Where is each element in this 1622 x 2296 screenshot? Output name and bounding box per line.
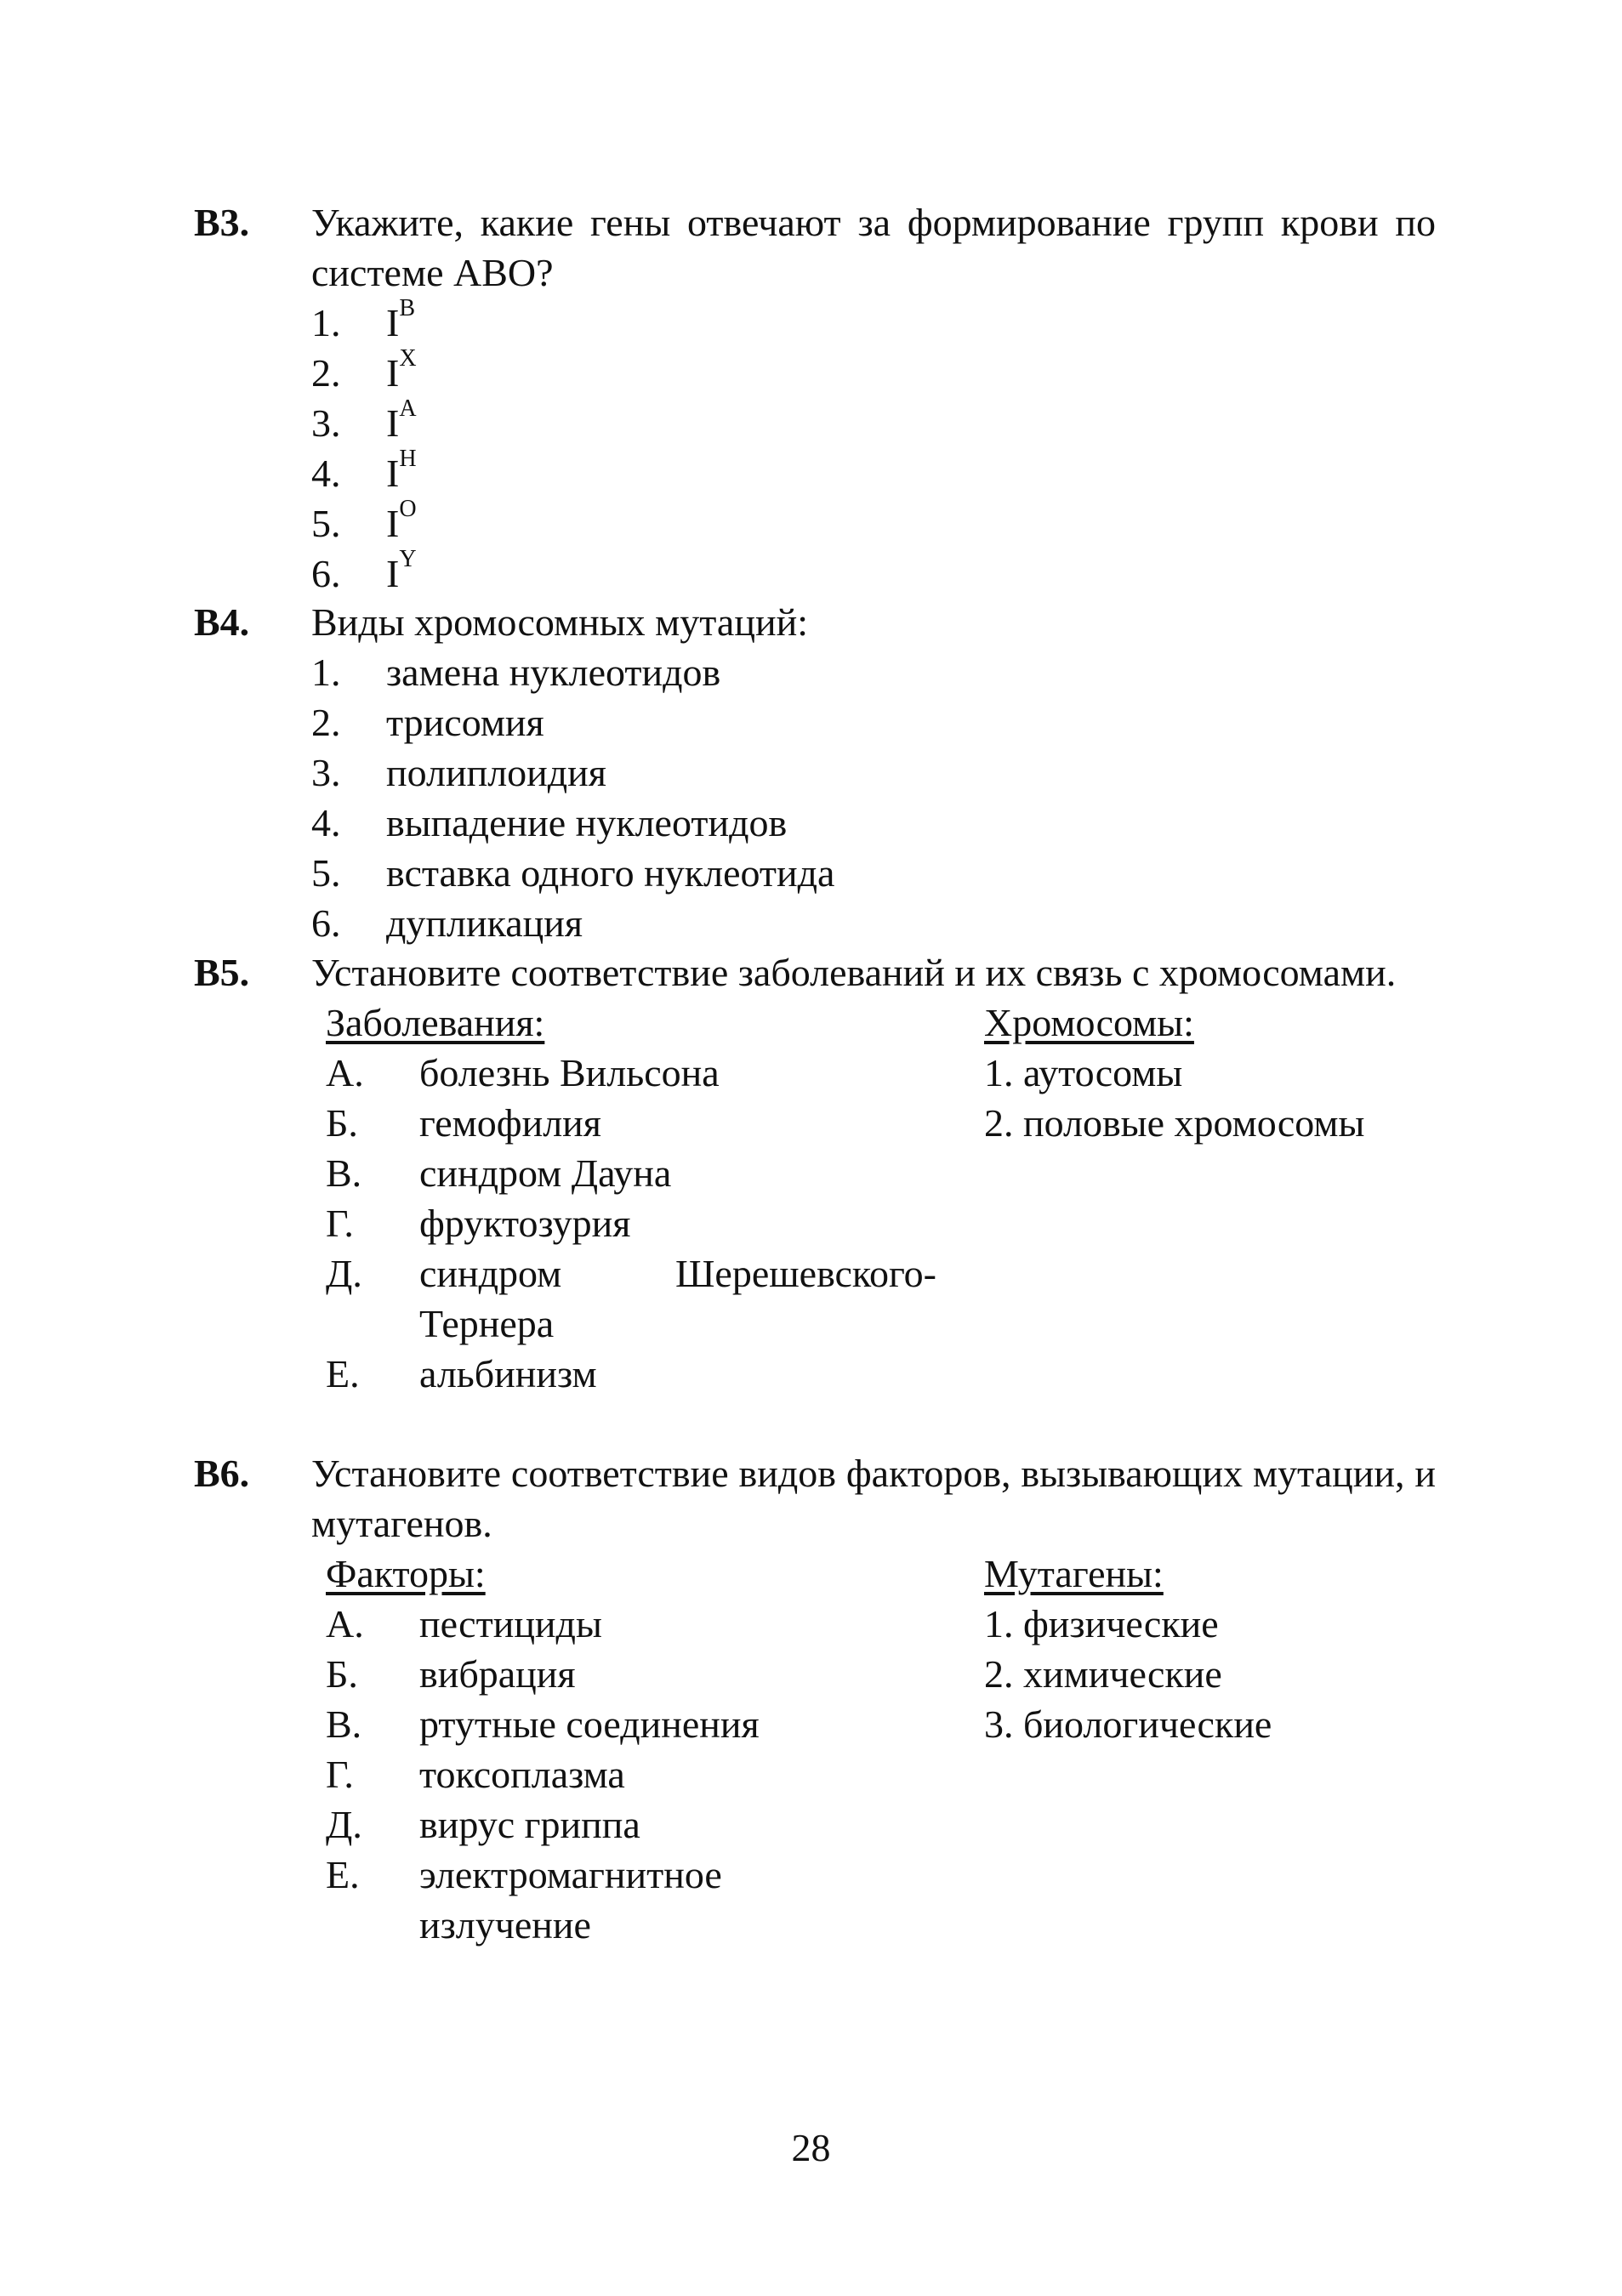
matching-table [326, 997, 1436, 1399]
list-item: 2. половые хромосомы [984, 1101, 1365, 1145]
column-heading: Хромосомы: [984, 1001, 1194, 1044]
list-item [311, 898, 1436, 948]
list-item [326, 1850, 964, 1950]
item-letter: Д. [326, 1252, 362, 1295]
list-item [311, 345, 1436, 398]
item-letter: Г. [326, 1753, 354, 1796]
option-number: 6. [311, 901, 341, 945]
list-item: 3. биологические [984, 1702, 1272, 1746]
diseases-column [326, 997, 964, 1399]
option-number: 3. [311, 751, 341, 794]
option-text: полиплоидия [386, 751, 606, 794]
gene-superscript: O [399, 496, 417, 522]
item-letter: А. [326, 1051, 364, 1094]
option-number: 2. [311, 701, 341, 744]
column-heading: Факторы: [326, 1552, 486, 1595]
item-letter: Е. [326, 1853, 360, 1896]
question-number: B6. [194, 1452, 250, 1495]
list-item [326, 1599, 964, 1649]
option-number: 4. [311, 452, 341, 495]
option-number: 4. [311, 801, 341, 844]
option-number: 5. [311, 502, 341, 545]
list-item: 2. химические [984, 1652, 1222, 1696]
gene-superscript: X [399, 345, 417, 372]
factors-column [326, 1549, 964, 1950]
list-item [326, 1198, 964, 1248]
gene-symbol: $I^O$ [386, 496, 417, 545]
gene-symbol: $I^Y$ [386, 546, 417, 595]
item-letter: Г. [326, 1202, 354, 1245]
question-number: B5. [194, 951, 250, 994]
option-number: 6. [311, 552, 341, 595]
gene-symbol: $I^A$ [386, 395, 417, 445]
item-letter: Е. [326, 1352, 360, 1395]
option-number: 1. [311, 651, 341, 694]
option-number: 1. [311, 301, 341, 344]
item-text: токсоплазма [419, 1753, 625, 1796]
list-item [311, 448, 1436, 498]
question-text: Укажите, какие гены отвечают за формирование групп крови по системе АВО? [311, 201, 1436, 294]
question-number: B4. [194, 600, 250, 644]
list-item [326, 1699, 964, 1749]
list-item: 1. физические [984, 1602, 1219, 1645]
list-item [326, 1749, 964, 1799]
option-number: 3. [311, 401, 341, 445]
option-text: дупликация [386, 901, 583, 945]
item-text: пестициды [419, 1602, 602, 1645]
item-text: синдром Дауна [419, 1151, 672, 1195]
list-item [326, 1248, 964, 1349]
list-item [311, 848, 1436, 898]
list-item: 1. аутосомы [984, 1051, 1183, 1094]
option-text: выпадение нуклеотидов [386, 801, 788, 844]
item-text: ртутные соединения [419, 1702, 760, 1746]
list-item [311, 548, 1436, 599]
chromosomes-column [984, 997, 1494, 1148]
mutagens-column [984, 1549, 1494, 1749]
item-text: синдром Шерешевского-Тернера [419, 1252, 936, 1345]
option-text: трисомия [386, 701, 544, 744]
option-number: 2. [311, 351, 341, 395]
question-text: Установите соответствие заболеваний и их связь с хромосомами. [311, 951, 1397, 994]
option-list [311, 647, 1436, 948]
item-letter: Б. [326, 1101, 358, 1145]
page-number: 28 [791, 2126, 831, 2169]
item-text: фруктозурия [419, 1202, 631, 1245]
gene-symbol: $I^B$ [386, 295, 416, 344]
list-item [311, 697, 1436, 747]
item-text: гемофилия [419, 1101, 601, 1145]
gene-superscript: A [399, 395, 417, 422]
option-text: вставка одного нуклеотида [386, 851, 835, 895]
matching-table [326, 1549, 1436, 1950]
question-text: Установите соответствие видов факторов, вызывающих мутации, и мутагенов. [311, 1452, 1436, 1545]
question-text: Виды хромосомных мутаций: [311, 600, 808, 644]
item-text: болезнь Вильсона [419, 1051, 720, 1094]
gene-symbol: $I^H$ [386, 446, 417, 495]
question-b5 [194, 947, 1436, 1399]
gene-symbol: $I^X$ [386, 345, 417, 395]
item-letter: В. [326, 1702, 362, 1746]
list-item [326, 1799, 964, 1850]
list-item [326, 1148, 964, 1198]
list-item [326, 1098, 964, 1148]
item-text: вибрация [419, 1652, 576, 1696]
list-item [311, 498, 1436, 548]
question-b4 [194, 597, 1436, 948]
list-item [326, 1649, 964, 1699]
item-letter: В. [326, 1151, 362, 1195]
option-number: 5. [311, 851, 341, 895]
list-item [311, 295, 1436, 348]
question-number: B3. [194, 201, 250, 244]
item-text: электромагнитное излучение [419, 1853, 722, 1946]
item-letter: Д. [326, 1803, 362, 1846]
list-item [311, 798, 1436, 848]
gene-superscript: H [399, 446, 417, 472]
list-item [311, 647, 1436, 697]
item-letter: А. [326, 1602, 364, 1645]
item-text: вирус гриппа [419, 1803, 640, 1846]
gene-superscript: Y [399, 546, 417, 572]
list-item [311, 395, 1436, 448]
column-heading: Заболевания: [326, 1001, 545, 1044]
question-b3 [194, 197, 1436, 599]
question-b6 [194, 1448, 1436, 1950]
column-heading: Мутагены: [984, 1552, 1164, 1595]
list-item [326, 1048, 964, 1098]
item-letter: Б. [326, 1652, 358, 1696]
gene-superscript: B [399, 295, 416, 321]
item-text: альбинизм [419, 1352, 597, 1395]
list-item [326, 1349, 964, 1399]
list-item [311, 747, 1436, 798]
option-list [311, 295, 1436, 599]
option-text: замена нуклеотидов [386, 651, 721, 694]
